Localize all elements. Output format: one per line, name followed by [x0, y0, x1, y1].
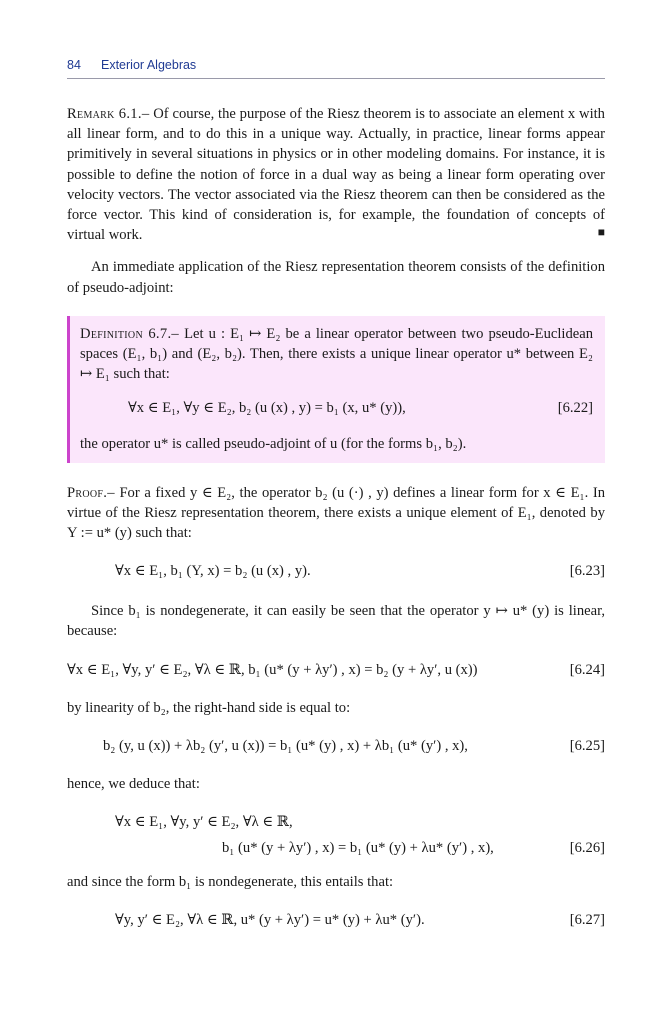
equation-line-2: b₁ (u* (y + λy′) , x) = b₁ (u* (y) + λu* (y′) , x), [222, 840, 494, 857]
equation-number: [6.27] [569, 912, 605, 929]
intro-paragraph: An immediate application of the Riesz representation theorem consists of the definition of pseudo-adjoint: [67, 259, 605, 296]
equation-body: ∀x ∈ E₁, ∀y ∈ E₂, b₂ (u (x) , y) = b₁ (x, u* (y)), [128, 400, 406, 417]
linearity-paragraph: Since b₁ is nondegenerate, it can easily be seen that the operator y ↦ u* (y) is linear, because: [67, 603, 605, 640]
rhs-paragraph: by linearity of b₂, the right-hand side is equal to: [67, 699, 351, 716]
equation-number: [6.26] [569, 840, 605, 857]
definition-paragraph [80, 324, 593, 385]
running-header [67, 56, 605, 79]
definition-closing: the operator u* is called pseudo-adjoint of u (for the forms b₁, b₂). [80, 436, 467, 453]
equation-number: [6.22] [557, 400, 593, 417]
equation-6-27 [67, 910, 605, 932]
equation-6-24 [67, 660, 605, 682]
page-body [67, 104, 605, 932]
definition-box [67, 316, 605, 463]
equation-line-1: ∀x ∈ E₁, ∀y, y′ ∈ E₂, ∀λ ∈ ℝ, [115, 814, 293, 831]
proof-paragraph [67, 483, 605, 544]
equation-body: ∀x ∈ E₁, ∀y, y′ ∈ E₂, ∀λ ∈ ℝ, b₁ (u* (y + λy′) , x) = b₂ (y + λy′, u (x)) [67, 661, 478, 678]
equation-body: b₂ (y, u (x)) + λb₂ (y′, u (x)) = b₁ (u* (y) , x) + λb₁ (u* (y′) , x), [103, 737, 468, 754]
equation-body: ∀y, y′ ∈ E₂, ∀λ ∈ ℝ, u* (y + λy′) = u* (y) + λu* (y′). [115, 912, 425, 929]
equation-6-25 [67, 736, 605, 758]
page-number: 84 [67, 58, 81, 72]
equation-6-26 [67, 812, 605, 858]
proof-text: For a fixed y ∈ E₂, the operator b₂ (u (·) , y) defines a linear form for x ∈ E₁. In virtue of the Riesz representation theorem, there exists a unique element of E₁, denoted by Y := u* (y) such that: [67, 484, 605, 542]
equation-6-23 [67, 561, 605, 583]
running-title: Exterior Algebras [101, 58, 197, 72]
equation-number: [6.25] [569, 737, 605, 754]
remark-text: Of course, the purpose of the Riesz theorem is to associate an element x with all linear form, and to do this in a unique way. Actually, in practice, linear forms appear primitively in several situations in physics or in other modeling domains. For instance, it is possible to define the notion of force in a dual way as being a linear form operating over velocity vectors. The vector associated via the Riesz theorem can then be considered as the force vector. This kind of consideration is, for example, the foundation of concepts of virtual work. [67, 106, 605, 244]
proof-label: Proof.– [67, 484, 115, 501]
definition-label: Definition 6.7.– [80, 325, 180, 342]
equation-number: [6.24] [569, 661, 605, 678]
deduce-paragraph: hence, we deduce that: [67, 775, 200, 792]
nondegenerate-paragraph: and since the form b₁ is nondegenerate, this entails that: [67, 874, 394, 891]
equation-6-22 [80, 398, 593, 420]
definition-text: Let u : E₁ ↦ E₂ be a linear operator between two pseudo-Euclidean spaces (E₁, b₁) and (E₂, b₂). Then, there exists a unique linear operator u* between E₂ ↦ E₁ such that: [80, 325, 593, 383]
end-of-remark-mark: ■ [597, 225, 605, 240]
equation-number: [6.23] [569, 563, 605, 580]
remark-label: Remark 6.1.– [67, 106, 150, 122]
equation-body: ∀x ∈ E₁, b₁ (Y, x) = b₂ (u (x) , y). [115, 563, 311, 580]
remark-paragraph [67, 104, 605, 245]
